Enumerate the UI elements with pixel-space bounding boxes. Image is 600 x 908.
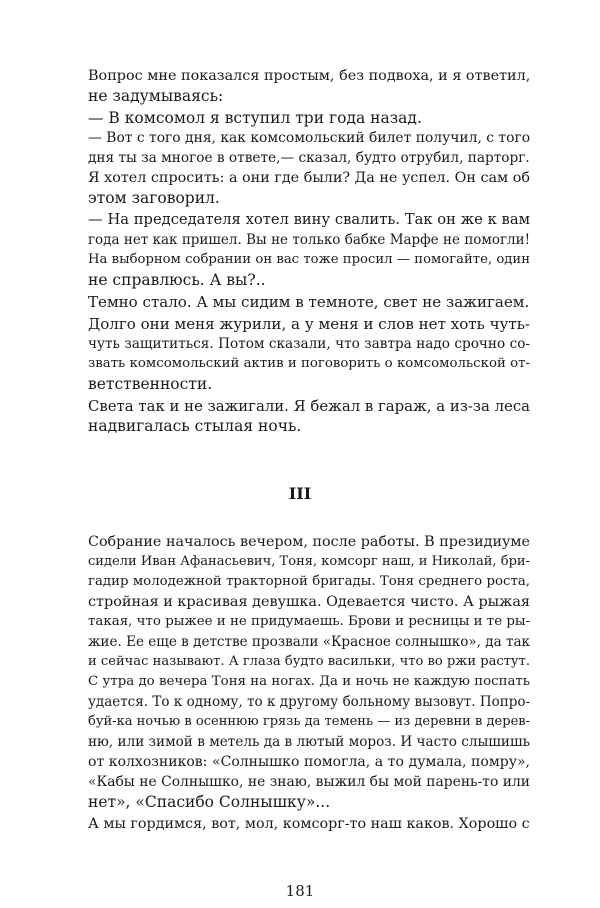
text-line: нет», «Спасибо Солнышку»... (88, 793, 331, 811)
text-line: года нет как пришел. Вы не только бабке Марфе не помогли! (88, 232, 530, 248)
text-line: — В комсомол я вступил три года назад. (88, 109, 422, 127)
text-line: такая, что рыжее и не придумаешь. Брови и ресницы и те ры- (88, 614, 530, 629)
section-heading: III (288, 484, 312, 503)
text-line: А мы гордимся, вот, мол, комсорг-то наш каков. Хорошо с (88, 816, 530, 832)
text-line: стройная и красивая девушка. Одевается чисто. А рыжая (88, 594, 530, 610)
text-line: этом заговорил. (88, 189, 220, 207)
text-line: не справлюсь. А вы?.. (88, 271, 266, 289)
text-line: Долго они меня журили, а у меня и слов нет хоть чуть- (88, 315, 530, 333)
text-line: надвигалась стылая ночь. (88, 417, 302, 435)
text-line: — На председателя хотел вину свалить. Так он же к вам (88, 211, 530, 228)
text-line: от колхозников: «Солнышко помогла, а то думала, помру», (88, 754, 530, 770)
text-line: ню, или зимой в метель да в лютый мороз. И часто слышишь (88, 734, 530, 750)
text-line: и сейчас называют. А глаза будто васильки, что во ржи растут. (88, 654, 530, 669)
text-line: Вопрос мне показался простым, без подвоха, и я ответил, (88, 68, 530, 84)
text-line: удается. То к одному, то к другому больному вызовут. Попро- (88, 694, 530, 710)
text-line: Я хотел спросить: а они где были? Да не успел. Он сам об (88, 170, 530, 186)
text-line: На выборном собрании он вас тоже просил — помогайте, один (88, 252, 530, 267)
text-line: С утра до вечера Тоня на ногах. Да и ночь не каждую поспать (88, 674, 530, 689)
text-line: буй-ка ночью в осеннюю грязь да темень — из деревни в дерев- (88, 714, 530, 729)
text-line: дня ты за многое в ответе,— сказал, будто отрубил, парторг. (88, 150, 530, 166)
text-line: Света так и не зажигали. Я бежал в гараж, а из-за леса (88, 397, 530, 415)
text-line: Темно стало. А мы сидим в темноте, свет не зажигаем. (88, 293, 530, 311)
text-line: ветственности. (88, 375, 213, 393)
text-line: жие. Ее еще в детстве прозвали «Красное солнышко», да так (88, 634, 530, 650)
text-line: чуть защититься. Потом сказали, что завтра надо срочно со- (88, 336, 530, 352)
text-line: «Кабы не Солнышко, не знаю, выжил бы мой парень-то или (88, 774, 530, 790)
text-line: звать комсомольский актив и поговорить о комсомольской от- (88, 356, 530, 371)
text-line: сидели Иван Афанасьевич, Тоня, комсорг наш, и Николай, бри- (88, 554, 530, 569)
text-line: — Вот с того дня, как комсомольский билет получил, с того (88, 130, 530, 146)
text-line: Собрание началось вечером, после работы. В президиуме (88, 534, 530, 550)
page-number: 181 (285, 882, 315, 900)
text-line: не задумываясь: (88, 87, 224, 105)
text-line: гадир молодежной тракторной бригады. Тоня среднего роста, (88, 574, 530, 589)
